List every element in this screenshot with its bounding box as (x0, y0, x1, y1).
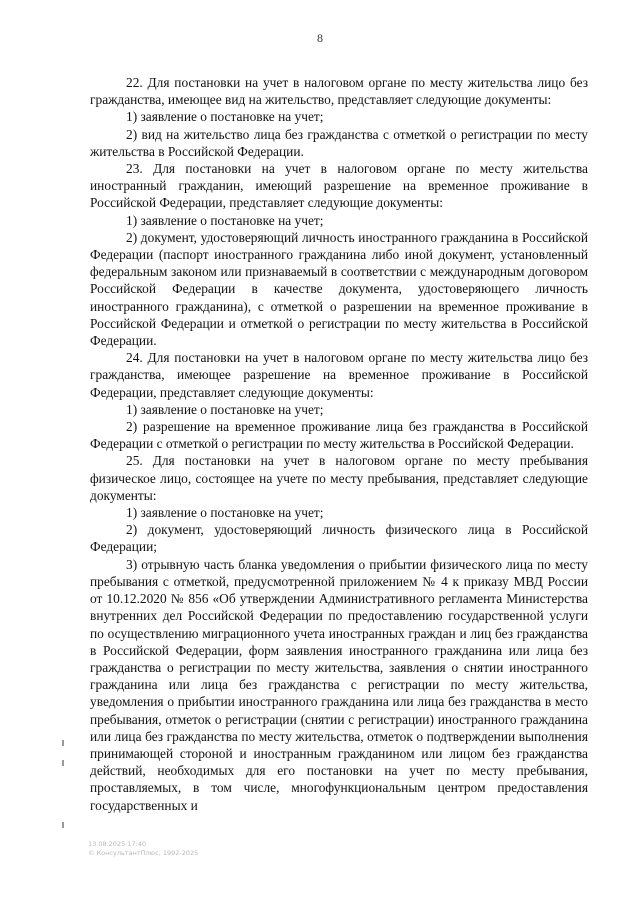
list-item: 1) заявление о постановке на учет; (126, 212, 324, 228)
paragraph-23: 23. Для постановки на учет в налоговом органе по месту жительства иностранный гражданин, имеющий разрешение на временное проживание в Российской Федерации, представляет следующие документы: (90, 161, 588, 211)
list-item: 2) разрешение на временное проживание лица без гражданства в Российской Федерации с отметкой о регистрации по месту жительства в Российской Федерации. (90, 419, 588, 452)
document-body (90, 74, 588, 814)
margin-mark (62, 822, 64, 828)
footer-source: © КонсультантПлюс, 1992-2025 (88, 849, 199, 857)
list-item: 2) вид на жительство лица без гражданства с отметкой о регистрации по месту жительства в Российской Федерации. (90, 126, 588, 159)
margin-mark (62, 740, 64, 746)
margin-mark (62, 760, 64, 766)
page-number: 8 (317, 31, 323, 45)
list-item: 1) заявление о постановке на учет; (126, 401, 324, 417)
page-footer (88, 840, 198, 858)
paragraph-25: 25. Для постановки на учет в налоговом органе по месту пребывания физическое лицо, состоящее на учете по месту пребывания, представляет следующие документы: (90, 453, 588, 503)
list-item: 2) документ, удостоверяющий личность физического лица в Российской Федерации; (90, 522, 588, 555)
list-item: 3) отрывную часть бланка уведомления о прибытии физического лица по месту пребывания с отметкой, предусмотренной приложением № 4 к приказу МВД России от 10.12.2020 № 856 «Об утверждении Административного регламента Министерства внутренних дел Российской Федерации по предоставлению государственной услуги по осуществлению миграционного учета иностранных граждан и лиц без гражданства в Российской Федерации, форм заявления иностранного гражданина или лица без гражданства о регистрации по месту жительства, заявления о снятии иностранного гражданина или лица без гражданства с регистрации по месту жительства, уведомления о прибытии иностранного гражданина или лица без гражданства в место пребывания, отметок о регистрации (снятии с регистрации) иностранного гражданина или лица без гражданства по месту жительства, отметок о подтверждении выполнения принимающей стороной и иностранным гражданином или лицом без гражданства действий, необходимых для его постановки на учет по месту пребывания, проставляемых, в том числе, многофункциональным центром предоставления государственных и (90, 556, 588, 813)
list-item: 1) заявление о постановке на учет; (126, 505, 324, 521)
paragraph-24: 24. Для постановки на учет в налоговом органе по месту жительства лицо без гражданства, имеющее разрешение на временное проживание в Российской Федерации, представляет следующие документы: (90, 350, 588, 400)
list-item: 1) заявление о постановке на учет; (126, 109, 324, 125)
paragraph-22: 22. Для постановки на учет в налоговом органе по месту жительства лицо без гражданства, имеющее вид на жительство, представляет следующие документы: (90, 75, 588, 108)
list-item: 2) документ, удостоверяющий личность иностранного гражданина в Российской Федерации (паспорт иностранного гражданина либо иной документ, установленный федеральным законом или признаваемый в соответствии с международным договором Российской Федерации в качестве документа, удостоверяющего личность иностранного гражданина), с отметкой о разрешении на временное проживание в Российской Федерации и отметкой о регистрации по месту жительства в Российской Федерации. (90, 229, 588, 349)
footer-timestamp: 13.08.2025 17:40 (88, 840, 147, 848)
